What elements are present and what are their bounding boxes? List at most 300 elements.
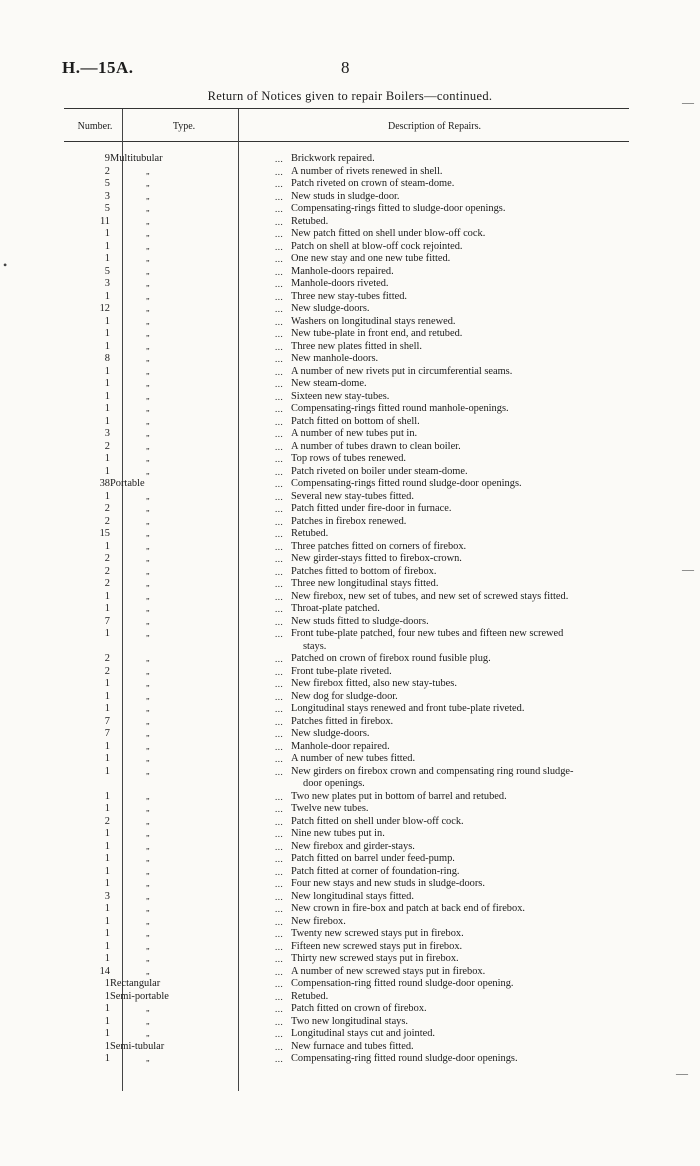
table-row <box>64 203 629 216</box>
row-description-text: New sludge-doors. <box>291 728 370 739</box>
row-type-ditto: „ <box>146 429 150 438</box>
row-description-continuation: stays. <box>303 640 327 652</box>
row-leader: ... <box>275 979 284 989</box>
table-row <box>64 1003 629 1016</box>
row-leader: ... <box>275 441 284 452</box>
row-number: 1 <box>104 1053 110 1064</box>
row-leader: ... <box>275 854 284 864</box>
table-row <box>64 416 629 429</box>
row-leader: ... <box>275 1041 284 1052</box>
row-description-text: Washers on longitudinal stays renewed. <box>291 315 456 327</box>
row-description <box>285 1016 629 1029</box>
row-type-ditto: „ <box>146 1054 150 1063</box>
row-description-text: Patch fitted under fire-door in furnace. <box>291 503 452 514</box>
table-row <box>64 266 629 279</box>
table-row <box>64 741 629 754</box>
row-type-ditto: „ <box>146 854 150 863</box>
row-description-text: New firebox, new set of tubes, and new set of screwed stays fitted. <box>291 590 569 602</box>
row-number: 3 <box>104 190 110 202</box>
row-description-text: New manhole-doors. <box>291 353 379 364</box>
table-row <box>64 553 629 566</box>
row-number: 2 <box>104 503 110 514</box>
row-description-text: Twelve new tubes. <box>291 803 369 814</box>
table-row <box>64 441 629 454</box>
table-row <box>64 991 629 1004</box>
row-description <box>285 753 629 766</box>
row-type-ditto: „ <box>146 879 150 888</box>
row-leader: ... <box>275 254 284 264</box>
row-description-text: One new stay and one new tube fitted. <box>291 253 451 264</box>
row-type-ditto: „ <box>146 529 150 538</box>
row-description <box>285 541 629 554</box>
row-description-text: Patch fitted on barrel under feed-pump. <box>291 853 455 864</box>
row-type-ditto: „ <box>146 916 150 926</box>
row-leader: ... <box>275 716 284 727</box>
row-type-ditto: „ <box>146 716 150 726</box>
table-row <box>64 1053 629 1066</box>
row-leader: ... <box>275 691 284 702</box>
row-leader: ... <box>275 241 284 252</box>
row-number: 2 <box>104 440 110 452</box>
row-number: 1 <box>104 1028 110 1039</box>
table-row <box>64 703 629 716</box>
table-row <box>64 303 629 316</box>
table-row <box>64 516 629 529</box>
row-description <box>285 328 629 341</box>
row-leader: ... <box>275 166 284 177</box>
row-type-ditto: „ <box>146 1029 150 1038</box>
row-description-text: New patch fitted on shell under blow-off cock. <box>291 228 486 239</box>
row-description <box>285 928 629 941</box>
row-number: 1 <box>104 453 110 464</box>
row-description <box>285 828 629 841</box>
table-row <box>64 541 629 554</box>
row-number: 1 <box>104 365 110 377</box>
table-row <box>64 678 629 691</box>
table-row <box>64 166 629 179</box>
row-leader: ... <box>275 391 284 402</box>
table-row <box>64 1041 629 1054</box>
row-description-text: New longitudinal stays fitted. <box>291 890 414 902</box>
row-description <box>285 366 629 379</box>
row-description-text: New sludge-doors. <box>291 303 370 314</box>
row-description-text: Compensation-ring fitted round sludge-door opening. <box>291 978 514 989</box>
row-number: 1 <box>104 290 110 302</box>
table-row <box>64 328 629 341</box>
row-description <box>285 678 629 691</box>
row-number: 1 <box>104 628 110 639</box>
row-leader: ... <box>275 154 284 164</box>
table-row <box>64 316 629 329</box>
row-leader: ... <box>275 491 284 502</box>
table-row <box>64 228 629 241</box>
table-row <box>64 153 629 166</box>
row-type-ditto: „ <box>146 166 150 176</box>
table-row <box>64 716 629 729</box>
row-description-text: Four new stays and new studs in sludge-doors. <box>291 878 485 889</box>
row-description <box>285 528 629 541</box>
row-number: 1 <box>104 403 110 414</box>
row-description <box>285 903 629 916</box>
row-number: 2 <box>104 665 110 677</box>
row-leader: ... <box>275 454 284 464</box>
row-description-text: Front tube-plate patched, four new tubes and fifteen new screwed <box>291 628 564 639</box>
row-description <box>285 1053 629 1066</box>
row-number: 1 <box>104 703 110 714</box>
row-type-ditto: „ <box>146 391 150 401</box>
row-description-text: New girders on firebox crown and compensating ring round sludge- <box>291 765 574 777</box>
table-row <box>64 916 629 929</box>
row-leader: ... <box>275 666 284 677</box>
row-description-text: Thirty new screwed stays put in firebox. <box>291 953 459 964</box>
row-type-ditto: „ <box>146 366 150 376</box>
row-type-ditto: „ <box>146 941 150 951</box>
table-row <box>64 503 629 516</box>
row-description <box>285 166 629 179</box>
row-type-ditto: „ <box>146 404 150 413</box>
row-type-ditto: „ <box>146 929 150 938</box>
row-type: Portable <box>110 478 145 489</box>
row-number: 1 <box>104 1015 110 1027</box>
row-description <box>285 591 629 604</box>
row-description <box>285 316 629 329</box>
row-number: 1 <box>104 853 110 864</box>
row-leader: ... <box>275 741 284 752</box>
row-type-ditto: „ <box>146 579 150 588</box>
row-description <box>285 178 629 191</box>
row-leader: ... <box>275 429 284 439</box>
row-description-text: Patch fitted on shell under blow-off cock. <box>291 815 464 827</box>
row-description <box>285 503 629 516</box>
row-leader: ... <box>275 516 284 527</box>
row-type-ditto: „ <box>146 329 150 338</box>
table-header-rule <box>64 141 629 142</box>
row-type-ditto: „ <box>146 354 150 363</box>
row-description-text: Brickwork repaired. <box>291 153 375 164</box>
row-description-continuation: door openings. <box>303 778 365 789</box>
row-description-text: New girder-stays fitted to firebox-crown. <box>291 553 462 564</box>
row-leader: ... <box>275 766 284 777</box>
row-leader: ... <box>275 529 284 539</box>
row-description-text: Patch fitted at corner of foundation-ring. <box>291 865 460 877</box>
row-description <box>285 628 629 653</box>
row-leader: ... <box>275 354 284 364</box>
row-leader: ... <box>275 991 284 1002</box>
row-leader: ... <box>275 941 284 952</box>
header-description: Description of Repairs. <box>387 121 482 132</box>
row-type-ditto: „ <box>146 841 150 851</box>
row-leader: ... <box>275 679 284 689</box>
row-type-ditto: „ <box>146 766 150 776</box>
row-number: 1 <box>104 1003 110 1014</box>
row-description <box>285 553 629 566</box>
row-number: 12 <box>99 303 110 314</box>
row-type: Semi-tubular <box>110 1040 165 1052</box>
table-row <box>64 841 629 854</box>
row-number: 2 <box>104 653 110 664</box>
row-description-text: New dog for sludge-door. <box>291 690 398 702</box>
row-description <box>285 666 629 679</box>
row-description <box>285 841 629 854</box>
table-row <box>64 466 629 479</box>
table-row <box>64 728 629 741</box>
row-number: 1 <box>104 378 110 389</box>
row-description-text: New firebox. <box>291 915 346 927</box>
row-description-text: A number of new screwed stays put in firebox. <box>291 965 486 977</box>
row-description <box>285 866 629 879</box>
row-description-text: New studs in sludge-door. <box>291 190 400 202</box>
row-type-ditto: „ <box>146 454 150 463</box>
margin-mark-right-mid: — <box>682 562 694 576</box>
row-description-text: Two new longitudinal stays. <box>291 1015 409 1027</box>
row-leader: ... <box>275 791 284 802</box>
row-description <box>285 391 629 404</box>
table-row <box>64 528 629 541</box>
row-description-text: Fifteen new screwed stays put in firebox. <box>291 940 463 952</box>
row-leader: ... <box>275 566 284 577</box>
row-number: 7 <box>104 715 110 727</box>
row-description <box>285 853 629 866</box>
column-divider-header-1 <box>122 109 123 141</box>
row-description <box>285 416 629 429</box>
row-leader: ... <box>275 916 284 927</box>
row-description <box>285 1041 629 1054</box>
row-leader: ... <box>275 804 284 814</box>
row-type-ditto: „ <box>146 679 150 688</box>
row-description-text: Three new stay-tubes fitted. <box>291 290 407 302</box>
table-row <box>64 878 629 891</box>
row-description <box>285 978 629 991</box>
table-row <box>64 853 629 866</box>
row-leader: ... <box>275 329 284 339</box>
row-description <box>285 578 629 591</box>
table-row <box>64 628 629 653</box>
table-row <box>64 491 629 504</box>
row-type-ditto: „ <box>146 729 150 738</box>
row-type-ditto: „ <box>146 516 150 526</box>
row-type-ditto: „ <box>146 829 150 838</box>
row-description <box>285 291 629 304</box>
row-type-ditto: „ <box>146 891 150 901</box>
table-row <box>64 603 629 616</box>
row-type-ditto: „ <box>146 216 150 226</box>
row-type-ditto: „ <box>146 1004 150 1013</box>
row-number: 5 <box>104 178 110 189</box>
row-description-text: Compensating-rings fitted round manhole-openings. <box>291 403 509 414</box>
row-number: 3 <box>104 428 110 439</box>
row-type-ditto: „ <box>146 554 150 563</box>
row-type-ditto: „ <box>146 604 150 613</box>
row-description <box>285 278 629 291</box>
row-leader: ... <box>275 841 284 852</box>
row-leader: ... <box>275 379 284 389</box>
table-row <box>64 666 629 679</box>
row-type-ditto: „ <box>146 504 150 513</box>
row-leader: ... <box>275 229 284 239</box>
row-description-text: Retubed. <box>291 990 329 1002</box>
row-type-ditto: „ <box>146 191 150 201</box>
row-type-ditto: „ <box>146 266 150 276</box>
row-number: 2 <box>104 515 110 527</box>
column-divider-header-2 <box>238 109 239 141</box>
row-leader: ... <box>275 304 284 314</box>
row-number: 7 <box>104 615 110 627</box>
row-description-text: Throat-plate patched. <box>291 603 380 614</box>
table-row <box>64 1028 629 1041</box>
row-number: 1 <box>104 940 110 952</box>
margin-mark-left: • <box>3 258 8 272</box>
row-type-ditto: „ <box>146 591 150 601</box>
row-leader: ... <box>275 216 284 227</box>
row-description-text: Retubed. <box>291 528 329 539</box>
repairs-table-body <box>64 153 629 1066</box>
row-number: 1 <box>104 915 110 927</box>
row-type-ditto: „ <box>146 816 150 826</box>
row-type-ditto: „ <box>146 179 150 188</box>
row-type-ditto: „ <box>146 566 150 576</box>
row-type-ditto: „ <box>146 629 150 638</box>
row-type-ditto: „ <box>146 654 150 663</box>
row-description <box>285 491 629 504</box>
row-description <box>285 341 629 354</box>
row-description <box>285 566 629 579</box>
table-row <box>64 828 629 841</box>
row-leader: ... <box>275 954 284 964</box>
row-number: 3 <box>104 890 110 902</box>
row-description-text: Two new plates put in bottom of barrel and retubed. <box>291 790 507 802</box>
row-leader: ... <box>275 466 284 477</box>
row-type-ditto: „ <box>146 229 150 238</box>
row-leader: ... <box>275 904 284 914</box>
table-row <box>64 866 629 879</box>
row-description-text: New steam-dome. <box>291 378 367 389</box>
row-description-text: Patch fitted on bottom of shell. <box>291 415 420 427</box>
row-type-ditto: „ <box>146 279 150 288</box>
row-type-ditto: „ <box>146 754 150 763</box>
row-description <box>285 428 629 441</box>
table-row <box>64 928 629 941</box>
row-number: 1 <box>104 928 110 939</box>
row-description-text: Patches fitted to bottom of firebox. <box>291 565 437 577</box>
row-type: Semi-portable <box>110 990 169 1002</box>
row-description <box>285 816 629 829</box>
table-row <box>64 403 629 416</box>
row-leader: ... <box>275 616 284 627</box>
row-number: 1 <box>104 465 110 477</box>
row-leader: ... <box>275 191 284 202</box>
row-leader: ... <box>275 879 284 889</box>
row-type-ditto: „ <box>146 204 150 213</box>
table-row <box>64 1016 629 1029</box>
row-number: 2 <box>104 553 110 564</box>
row-description <box>285 441 629 454</box>
row-description-text: Manhole-door repaired. <box>291 740 390 752</box>
row-number: 1 <box>104 1040 110 1052</box>
row-number: 1 <box>104 978 110 989</box>
row-description-text: New furnace and tubes fitted. <box>291 1040 414 1052</box>
table-row <box>64 803 629 816</box>
row-description <box>285 703 629 716</box>
row-number: 1 <box>104 240 110 252</box>
row-leader: ... <box>275 929 284 939</box>
row-description-text: Patches fitted in firebox. <box>291 715 394 727</box>
table-row <box>64 566 629 579</box>
row-number: 1 <box>104 803 110 814</box>
table-row <box>64 366 629 379</box>
row-leader: ... <box>275 504 284 514</box>
row-description-text: Top rows of tubes renewed. <box>291 453 406 464</box>
table-row <box>64 253 629 266</box>
row-number: 1 <box>104 340 110 352</box>
row-description <box>285 891 629 904</box>
row-leader: ... <box>275 654 284 664</box>
row-type-ditto: „ <box>146 316 150 326</box>
table-row <box>64 953 629 966</box>
row-description <box>285 691 629 704</box>
row-leader: ... <box>275 1029 284 1039</box>
row-number: 1 <box>104 903 110 914</box>
row-description-text: Sixteen new stay-tubes. <box>291 390 390 402</box>
row-description-text: Three new plates fitted in shell. <box>291 340 422 352</box>
row-leader: ... <box>275 554 284 564</box>
row-description-text: A number of new tubes fitted. <box>291 753 416 764</box>
table-row <box>64 691 629 704</box>
row-description-text: Nine new tubes put in. <box>291 828 385 839</box>
row-type: Rectangular <box>110 978 161 989</box>
row-leader: ... <box>275 754 284 764</box>
row-type-ditto: „ <box>146 1016 150 1026</box>
table-row <box>64 341 629 354</box>
header-number: Number. <box>77 121 113 132</box>
row-description-text: Compensating-rings fitted round sludge-door openings. <box>291 478 522 489</box>
row-type-ditto: „ <box>146 741 150 751</box>
row-number: 1 <box>104 790 110 802</box>
row-leader: ... <box>275 179 284 189</box>
row-description-text: Patch fitted on crown of firebox. <box>291 1003 427 1014</box>
row-description <box>285 728 629 741</box>
row-number: 1 <box>104 878 110 889</box>
row-description <box>285 228 629 241</box>
row-leader: ... <box>275 966 284 977</box>
row-number: 1 <box>104 415 110 427</box>
row-number: 1 <box>104 840 110 852</box>
row-type-ditto: „ <box>146 341 150 351</box>
table-row <box>64 353 629 366</box>
row-description <box>285 1003 629 1016</box>
row-leader: ... <box>275 704 284 714</box>
row-number: 9 <box>104 153 110 164</box>
row-leader: ... <box>275 341 284 352</box>
row-leader: ... <box>275 829 284 839</box>
table-row <box>64 216 629 229</box>
row-description-text: Three patches fitted on corners of firebox. <box>291 540 467 552</box>
row-type-ditto: „ <box>146 804 150 813</box>
row-leader: ... <box>275 629 284 639</box>
table-row <box>64 903 629 916</box>
row-leader: ... <box>275 279 284 289</box>
row-description-text: A number of new tubes put in. <box>291 428 418 439</box>
row-number: 1 <box>104 253 110 264</box>
table-header <box>64 109 629 141</box>
row-type-ditto: „ <box>146 966 150 976</box>
row-description <box>285 403 629 416</box>
row-number: 11 <box>99 215 110 227</box>
row-description <box>285 991 629 1004</box>
table-row <box>64 816 629 829</box>
row-description <box>285 716 629 729</box>
row-description-text: Longitudinal stays cut and jointed. <box>291 1028 436 1039</box>
row-description <box>285 791 629 804</box>
